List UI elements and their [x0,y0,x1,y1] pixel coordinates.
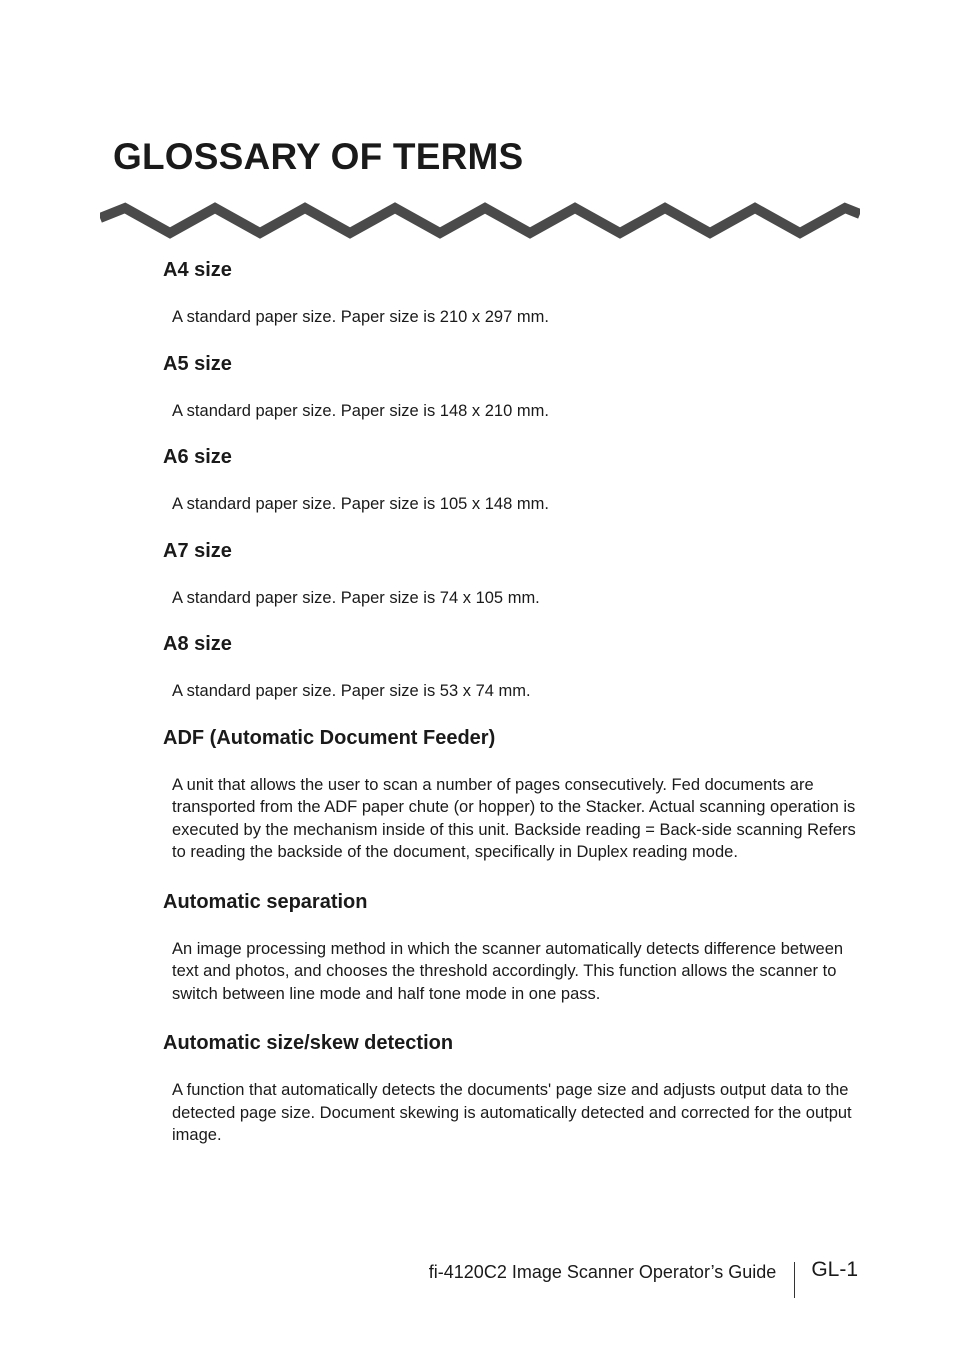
term-heading: A8 size [163,633,232,655]
term-heading: A5 size [163,352,232,375]
term-definition: A function that automatically detects the documents' page size and adjusts output data to the detected page size. Document skewing is automatically detected and corrected for the output image. [172,1081,852,1144]
term-heading: A6 size [163,446,232,468]
term-definition: An image processing method in which the scanner automatically detects difference between text and photos, and chooses the threshold accordingly. This function allows the scanner to switch between line mode and half tone mode in one pass. [172,939,844,1003]
zigzag-divider [100,200,860,240]
page-footer [429,1258,858,1298]
glossary-entry-adf [163,724,863,864]
glossary-entry-a8 [163,630,863,703]
term-definition: A standard paper size. Paper size is 210 x 297 mm. [172,308,549,326]
glossary-entry-a5 [163,350,863,423]
glossary-entry-a6 [163,443,863,516]
glossary-entry-a7 [163,537,863,610]
footer-guide-title: fi-4120C2 Image Scanner Operator’s Guide [428,1262,777,1282]
term-definition: A standard paper size. Paper size is 105 x 148 mm. [172,495,549,513]
term-heading: Automatic separation [163,890,368,913]
term-definition: A standard paper size. Paper size is 53 x 74 mm. [172,682,531,700]
glossary-entry-a4 [163,256,863,329]
term-definition: A standard paper size. Paper size is 74 x 105 mm. [172,588,540,607]
page-title: GLOSSARY OF TERMS [113,136,524,177]
term-definition: A standard paper size. Paper size is 148 x 210 mm. [172,401,549,420]
term-heading: A4 size [163,259,232,281]
glossary-list [163,256,863,1147]
footer-page-number: GL-1 [811,1258,858,1281]
term-definition: A unit that allows the user to scan a number of pages consecutively. Fed documents are transported from the ADF paper chute (or hopper) to the Stacker. Actual scanning operation is executed by the mechanism inside of this unit. Backside reading = Back-side scanning Refers to reading the backside of the document, specifically in Duplex reading mode. [172,775,856,861]
glossary-entry-automatic-separation [163,888,863,1006]
term-heading: ADF (Automatic Document Feeder) [163,726,496,749]
term-heading: A7 size [163,539,232,562]
term-heading: Automatic size/skew detection [163,1032,454,1054]
footer-divider [794,1262,795,1298]
glossary-entry-automatic-size-skew-detection [163,1029,863,1147]
